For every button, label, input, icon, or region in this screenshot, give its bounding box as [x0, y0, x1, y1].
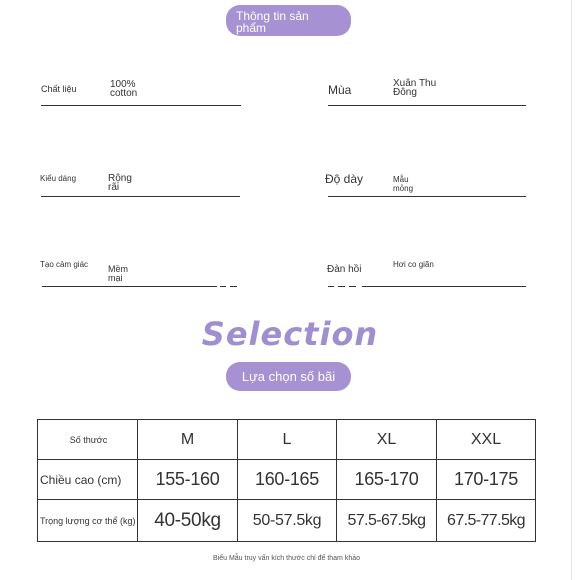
spec-thickness-underline	[328, 196, 526, 197]
spec-feel-dash	[230, 286, 237, 287]
height-value: 165-170	[337, 460, 437, 500]
spec-thickness-value: Mẫu mỏng	[393, 175, 414, 193]
spec-elasticity-dash	[328, 286, 334, 287]
size-table-row	[38, 500, 536, 542]
spec-season-label: Mùa	[328, 83, 352, 97]
spec-elasticity-dash	[338, 286, 345, 287]
spec-style-value: Rộng rãi	[108, 173, 132, 193]
height-row-label: Chiều cao (cm)	[38, 460, 138, 500]
spec-feel-value: Mềm mại	[108, 264, 128, 283]
weight-value: 57.5-67.5kg	[337, 500, 437, 542]
weight-value: 50-57.5kg	[238, 500, 337, 542]
height-value: 170-175	[437, 460, 536, 500]
size-table-header-row	[38, 420, 536, 460]
spec-elasticity-value: Hơi co giãn	[393, 260, 434, 269]
spec-feel-underline	[42, 286, 217, 287]
spec-season-underline	[328, 105, 526, 106]
size-header-m: M	[138, 420, 238, 460]
page-edge	[571, 0, 572, 580]
product-info-pill: Thông tin sản phẩm	[226, 5, 351, 36]
size-header-l: L	[238, 420, 337, 460]
spec-elasticity-underline	[362, 286, 526, 287]
size-table-row	[38, 460, 536, 500]
footnote: Biểu Mẫu truy vấn kích thước chỉ để tham khảo	[213, 555, 361, 562]
spec-elasticity-label: Đàn hồi	[327, 264, 362, 275]
weight-value: 67.5-77.5kg	[437, 500, 536, 542]
spec-material-label: Chất liệu	[41, 84, 77, 94]
spec-thickness-label: Độ dày	[325, 172, 364, 186]
spec-style-label: Kiểu dáng	[40, 174, 77, 183]
weight-row-label: Trọng lượng cơ thể (kg)	[38, 500, 138, 542]
spec-feel-dash	[220, 286, 226, 287]
height-value: 155-160	[138, 460, 238, 500]
spec-material-value: 100% cotton	[110, 79, 138, 99]
size-table	[37, 419, 536, 542]
height-value: 160-165	[238, 460, 337, 500]
size-select-pill: Lựa chọn số bãi	[226, 362, 351, 391]
size-header-xxl: XXL	[437, 420, 536, 460]
spec-elasticity-dash	[349, 286, 356, 287]
spec-season-value: Xuân Thu Đông	[393, 78, 437, 98]
selection-heading: Selection	[201, 315, 379, 353]
weight-value: 40-50kg	[138, 500, 238, 542]
spec-style-underline	[41, 196, 240, 197]
size-header-xl: XL	[337, 420, 437, 460]
size-header-label: Số thước	[38, 420, 138, 460]
spec-feel-label: Tạo cảm giác	[40, 260, 89, 269]
spec-material-underline	[41, 105, 241, 106]
